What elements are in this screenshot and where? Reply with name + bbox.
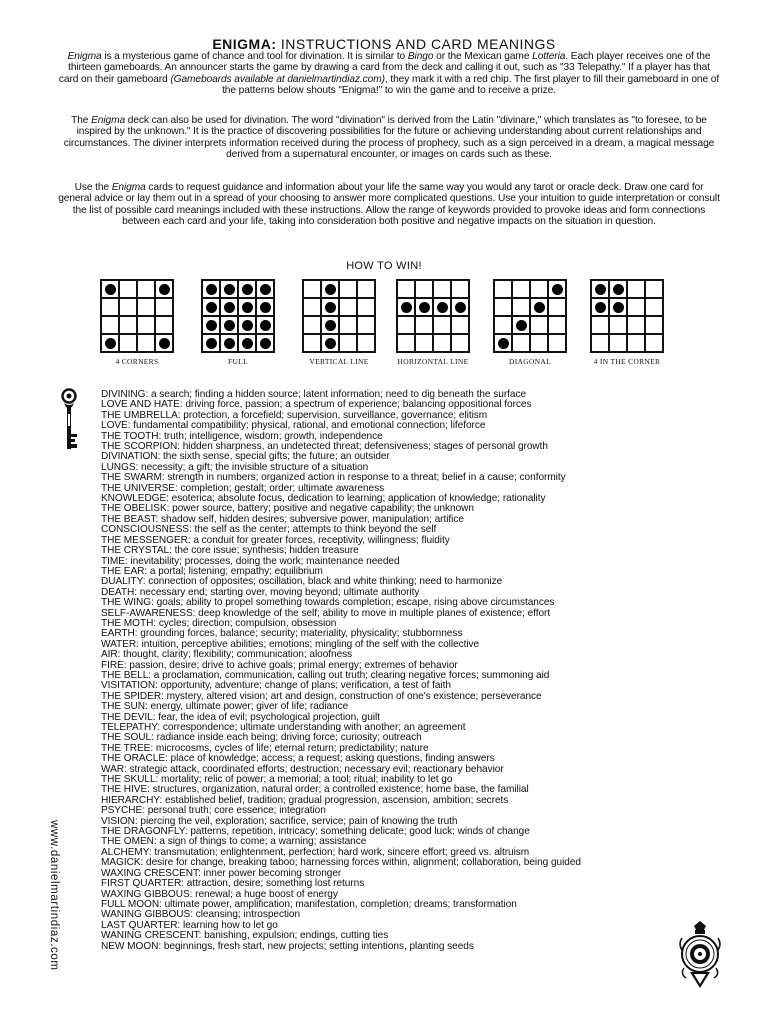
grid-cell [609,298,627,316]
grid-cell [303,280,321,298]
card-meaning-line: WATER: intuition, perceptive abilities; emotions; mingling of the self with the collective [101,638,480,650]
chip-dot [552,284,563,295]
grid-cell [155,298,173,316]
card-meaning-line: THE SWARM: strength in numbers; organized action in response to a threat; belief in a cause; conformity [101,472,566,484]
grid-cell [137,316,155,334]
card-meaning-line: SELF-AWARENESS: deep knowledge of the self; ability to move in multiple planes of existence; effort [101,607,551,619]
grid-cell [548,298,566,316]
text-run: or the Mexican game [433,51,533,62]
pattern-grid [396,279,470,353]
grid-cell [220,280,238,298]
grid-cell [101,334,119,352]
grid-cell [512,298,530,316]
chip-dot [260,320,271,331]
grid-cell [339,334,357,352]
card-meaning-line: FULL MOON: ultimate power, amplification; manifestation, completion; dreams; transformation [101,898,517,910]
card-meaning-line: TIME: inevitability; processes, doing the work; maintenance needed [101,555,400,567]
crest-seal-icon [676,920,724,990]
grid-cell [627,298,645,316]
grid-cell [415,316,433,334]
chip-dot [437,302,448,313]
grid-cell [415,298,433,316]
card-meaning-line: THE WING: goals; ability to propel something towards completion; escape, rising above circumstances [101,597,555,609]
grid-cell [119,316,137,334]
chip-dot [224,284,235,295]
card-meaning-line: THE CRYSTAL: the core issue; synthesis; hidden treasure [101,545,359,557]
card-meaning-line: DUALITY: connection of opposites; oscillation, black and white thinking; need to harmonize [101,576,503,588]
card-meaning-line: THE UNIVERSE: completion; gestalt; order; ultimate awareness [101,482,385,494]
grid-cell [238,298,256,316]
text-run: is a mysterious game of chance and tool for divination. It is similar to [101,51,408,62]
grid-cell [433,316,451,334]
grid-cell [220,298,238,316]
grid-cell [397,334,415,352]
grid-cell [321,334,339,352]
text-run: Lotteria [532,51,566,62]
grid-cell [137,280,155,298]
card-meaning-line: WANING GIBBOUS: cleansing; introspection [101,909,301,921]
card-meaning-line: WAXING CRESCENT: inner power becoming stronger [101,867,342,879]
grid-cell [101,316,119,334]
grid-cell [137,298,155,316]
chip-dot [206,320,217,331]
card-meaning-line: THE SKULL: mortality; relic of power; a memorial; a tool; ritual; inability to let go [101,774,453,786]
chip-dot [325,302,336,313]
card-meaning-line: LOVE AND HATE: driving force, passion; a spectrum of experience; balancing oppositional forces [101,399,532,411]
chip-dot [105,338,116,349]
grid-cell [645,280,663,298]
card-meaning-line: ALCHEMY: transmutation; enlightenment, perfection; hard work, sincere effort; greed vs. altruism [101,846,530,858]
grid-cell [321,298,339,316]
card-meaning-line: THE SPIDER: mystery, altered vision; art and design, construction of one's existence; perseverance [101,690,542,702]
chip-dot [105,284,116,295]
grid-cell [415,280,433,298]
grid-cell [494,334,512,352]
chip-dot [325,284,336,295]
chip-dot [159,338,170,349]
grid-cell [591,280,609,298]
pattern-label: DIAGONAL [509,357,551,366]
grid-cell [397,316,415,334]
grid-cell [530,334,548,352]
grid-cell [155,280,173,298]
grid-cell [155,334,173,352]
win-pattern-board [201,279,277,366]
chip-dot [159,284,170,295]
page-title [0,36,768,52]
card-meaning-line: HIERARCHY: established belief, tradition; gradual progression, ascension, ambition; secrets [101,794,509,806]
chip-dot [498,338,509,349]
chip-dot [613,302,624,313]
card-meaning-line: MAGICK: desire for change, breaking taboo; harnessing forces within, alignment; collaboration, being guided [101,857,581,869]
grid-cell [220,316,238,334]
grid-cell [451,280,469,298]
chip-dot [206,302,217,313]
grid-cell [451,298,469,316]
grid-cell [357,298,375,316]
grid-cell [415,334,433,352]
text-run: Enigma [111,182,146,193]
text-run: Bingo [407,51,434,62]
text-run: Use the [74,182,112,193]
grid-cell [303,298,321,316]
card-meaning-line: FIRST QUARTER: attraction, desire; something lost returns [101,878,365,890]
text-run: deck can also be used for divination. The word "divination" is derived from the Latin "divinare," which translates as "to foresee, to be inspired by the unknown." It is the practice of discovering possibilities for the future or achieving understanding about current relationships and circumstances. The diviner interprets information received during the process of prophecy, such as a sign perceived in a dream, a magical message derived from a supernatural encounter, or images on cards such as these. [63,115,715,161]
card-meaning-line: PSYCHE: personal truth; core essence; integration [101,805,326,817]
grid-cell [609,334,627,352]
grid-cell [357,280,375,298]
card-meaning-line: CONSCIOUSNESS: the self as the center; attempts to think beyond the self [101,524,437,536]
pattern-grid [100,279,174,353]
intro-paragraph-3 [58,182,720,228]
grid-cell [451,334,469,352]
how-to-win-heading: HOW TO WIN! [346,260,422,272]
chip-dot [224,320,235,331]
grid-cell [627,280,645,298]
grid-cell [645,334,663,352]
grid-cell [256,334,274,352]
chip-dot [613,284,624,295]
grid-cell [119,280,137,298]
intro-paragraph-2 [58,115,720,161]
skeleton-key-icon [58,388,80,458]
chip-dot [455,302,466,313]
grid-cell [494,298,512,316]
pattern-label: HORIZONTAL LINE [397,357,469,366]
chip-dot [325,320,336,331]
grid-cell [627,334,645,352]
grid-cell [397,298,415,316]
grid-cell [609,280,627,298]
pattern-label: FULL [228,357,248,366]
grid-cell [433,334,451,352]
card-meaning-line: THE SOUL: radiance inside each being; driving force; curiosity; outreach [101,732,422,744]
chip-dot [260,302,271,313]
grid-cell [357,334,375,352]
card-meaning-line: LUNGS: necessity; a gift; the invisible structure of a situation [101,461,369,473]
grid-cell [530,298,548,316]
text-run: Enigma [67,51,102,62]
grid-cell [339,298,357,316]
chip-dot [534,302,545,313]
grid-cell [238,280,256,298]
grid-cell [137,334,155,352]
chip-dot [401,302,412,313]
grid-cell [591,298,609,316]
card-meaning-line: THE MOTH: cycles; direction; compulsion, obsession [101,617,337,629]
card-meaning-line: VISION: piercing the veil, exploration; sacrifice, service; pain of knowing the truth [101,815,458,827]
pattern-label: VERTICAL LINE [309,357,369,366]
side-url [40,820,70,990]
card-meaning-line: THE BELL: a proclamation, communication, calling out truth; clearing negative forces; summoning aid [101,669,550,681]
pattern-grid [201,279,275,353]
card-meaning-line: THE OBELISK: power source, battery; positive and negative capability; the unknown [101,503,474,515]
chip-dot [595,302,606,313]
win-pattern-board [590,279,666,366]
grid-cell [155,316,173,334]
chip-dot [206,338,217,349]
grid-cell [202,334,220,352]
card-meaning-line: FIRE: passion, desire; drive to achive goals; primal energy; extremes of behavior [101,659,458,671]
text-run: The [71,115,92,126]
grid-cell [238,316,256,334]
grid-cell [627,316,645,334]
grid-cell [256,280,274,298]
card-meaning-line: KNOWLEDGE: esoterica; absolute focus, dedication to learning; application of knowledge; rationality [101,493,546,505]
chip-dot [242,302,253,313]
intro-paragraph-1 [58,51,720,97]
grid-cell [645,298,663,316]
card-meaning-line: AIR: thought, clarity; flexibility; communication; aloofness [101,649,353,661]
grid-cell [548,280,566,298]
title-bold: ENIGMA: [212,36,277,52]
card-meaning-line: WAXING GIBBOUS: renewal; a huge boost of energy [101,888,338,900]
pattern-label: 4 IN THE CORNER [593,357,661,366]
grid-cell [548,316,566,334]
chip-dot [260,338,271,349]
card-meaning-line: TELEPATHY: correspondence; ultimate understanding with another; an agreement [101,722,466,733]
grid-cell [591,316,609,334]
website-url: www.danielmartindiaz.com [48,820,60,971]
win-pattern-board [493,279,569,366]
pattern-grid [590,279,664,353]
card-meaning-line: LAST QUARTER: learning how to let go [101,919,278,931]
grid-cell [530,316,548,334]
win-pattern-board [302,279,378,366]
grid-cell [321,280,339,298]
grid-cell [451,316,469,334]
pattern-label: 4 CORNERS [115,357,159,366]
grid-cell [609,316,627,334]
grid-cell [202,280,220,298]
card-meaning-line: EARTH: grounding forces, balance; security; materiality, physicality; stubbornness [101,628,463,640]
win-patterns [100,279,680,379]
grid-cell [101,298,119,316]
grid-cell [357,316,375,334]
grid-cell [494,316,512,334]
chip-dot [595,284,606,295]
grid-cell [433,298,451,316]
card-meanings-list [101,390,661,952]
text-run: . Each player receives one of the thirteen gameboards. An announcer starts the game by drawing a card from the deck and calling it out, such as "33 Telepathy." If a player has that card on their gameboard [58,51,711,85]
grid-cell [220,334,238,352]
text-run: Enigma [91,115,126,126]
grid-cell [591,334,609,352]
card-meaning-line: THE SCORPION: hidden sharpness, an undetected threat; defensiveness; stages of personal growth [101,441,548,453]
grid-cell [494,280,512,298]
card-meaning-line: THE ORACLE: place of knowledge; access; a request; asking questions, finding answers [101,753,495,765]
grid-cell [339,280,357,298]
chip-dot [242,338,253,349]
pattern-grid [302,279,376,353]
card-meaning-line: THE DEVIL: fear, the idea of evil; psychological projection, guilt [101,711,380,723]
text-run: , they mark it with a red chip. The first player to fill their gameboard in one of the patterns below shouts "Enigma!" to win the game and to receive a prize. [222,73,720,97]
text-run: cards to request guidance and information about your life the same way you would any tarot or oracle deck. Draw one card for general advice or lay them out in a spread of your choosing to answer more complicated questions. Use your intuition to guide interpretation or consult the list of possible card meanings included with these instructions. Allow the range of keywords provided to provoke ideas and form connections between each card and your life, taking into consideration both positive and negative impacts on the situation in question. [58,182,720,228]
grid-cell [202,298,220,316]
win-pattern-board [100,279,176,366]
title-rest: INSTRUCTIONS AND CARD MEANINGS [276,36,556,52]
grid-cell [530,280,548,298]
chip-dot [516,320,527,331]
card-meaning-line: THE MESSENGER: a conduit for greater forces, receptivity, willingness; fluidity [101,534,450,546]
chip-dot [325,338,336,349]
grid-cell [645,316,663,334]
grid-cell [119,334,137,352]
card-meaning-line: NEW MOON: beginnings, fresh start, new projects; setting intentions, planting seeds [101,940,474,952]
card-meaning-line: THE TREE: microcosms, cycles of life; eternal return; predictability; nature [101,742,429,754]
card-meaning-line: DIVINING: a search; finding a hidden source; latent information; need to dig beneath the surface [101,389,527,400]
card-meaning-line: THE UMBRELLA: protection, a forcefield; supervision, surveillance, governance; elitism [101,409,488,421]
card-meaning-line: DEATH: necessary end; starting over, moving beyond; ultimate authority [101,586,420,598]
grid-cell [256,316,274,334]
chip-dot [260,284,271,295]
grid-cell [202,316,220,334]
card-meaning-line: WANING CRESCENT: banishing, expulsion; endings, cutting ties [101,930,389,942]
grid-cell [238,334,256,352]
win-pattern-board [396,279,472,366]
grid-cell [512,280,530,298]
card-meaning-line: VISITATION: opportunity, adventure; change of plans; verification, a test of faith [101,680,451,692]
chip-dot [242,320,253,331]
card-meaning-line: THE BEAST: shadow self, hidden desires; subversive power, manipulation; artifice [101,513,464,525]
grid-cell [433,280,451,298]
chip-dot [419,302,430,313]
grid-cell [303,334,321,352]
grid-cell [256,298,274,316]
card-meaning-line: THE SUN: energy, ultimate power; giver of life; radiance [101,701,349,713]
grid-cell [119,298,137,316]
chip-dot [224,302,235,313]
card-meaning-line: DIVINATION: the sixth sense, special gifts; the future; an outsider [101,451,390,463]
text-run: (Gameboards available at danielmartindiaz.com) [170,73,385,85]
card-meaning-line: THE EAR: a portal; listening; empathy; equilibrium [101,565,323,577]
chip-dot [206,284,217,295]
card-meaning-line: LOVE: fundamental compatibility; physical, rational, and emotional connection; lifeforce [101,420,486,432]
card-meaning-line: THE OMEN: a sign of things to come; a warning; assistance [101,836,367,848]
grid-cell [303,316,321,334]
grid-cell [397,280,415,298]
grid-cell [512,316,530,334]
card-meaning-line: WAR: strategic attack, coordinated efforts; destruction; necessary evil; reactionary behavior [101,763,504,775]
chip-dot [224,338,235,349]
grid-cell [548,334,566,352]
chip-dot [242,284,253,295]
card-meaning-line: THE DRAGONFLY: patterns, repetition, intricacy; something delicate; good luck; winds of change [101,826,530,838]
card-meaning-line: THE HIVE: structures, organization, natural order; a controlled existence; home base, the familial [101,784,529,796]
grid-cell [101,280,119,298]
card-meaning-line: THE TOOTH: truth; intelligence, wisdom; growth, independence [101,430,383,442]
grid-cell [512,334,530,352]
pattern-grid [493,279,567,353]
grid-cell [339,316,357,334]
grid-cell [321,316,339,334]
